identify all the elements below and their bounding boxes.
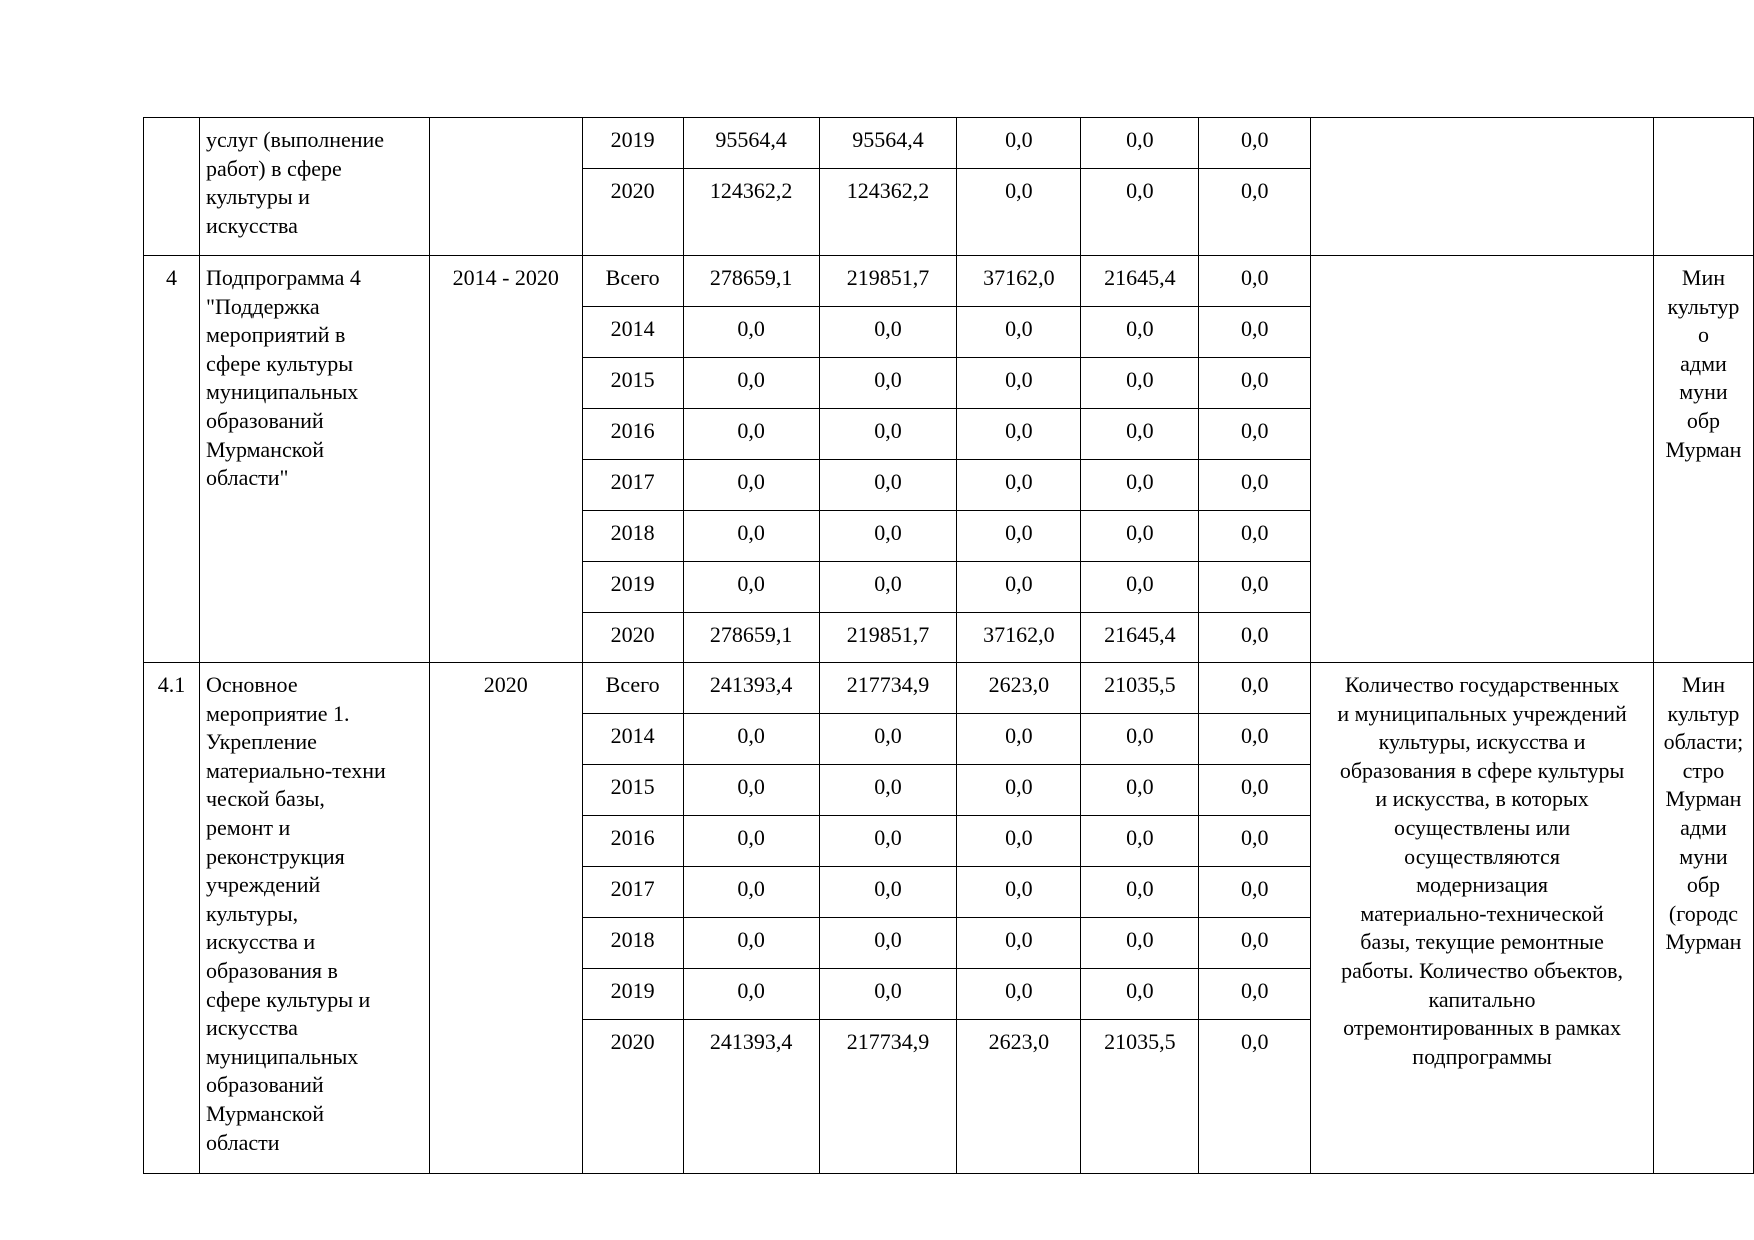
- indicator-cell-line: Количество государственных: [1344, 672, 1620, 697]
- indicator-cell-line: культуры, искусства и: [1378, 729, 1586, 755]
- year-cell: 2020: [582, 1020, 683, 1174]
- federal-budget-cell: 2623,0: [957, 1020, 1081, 1174]
- federal-budget-cell: 0,0: [957, 169, 1081, 256]
- description-cell-line: искусства: [205, 212, 298, 238]
- local-budget-cell: 21645,4: [1081, 613, 1199, 663]
- indicator-cell-line: и искусства, в которых: [1375, 786, 1589, 812]
- regional-budget-cell: 0,0: [819, 969, 957, 1020]
- regional-budget-cell: 0,0: [819, 307, 957, 358]
- indicator-cell-line: и муниципальных учреждений: [1337, 700, 1627, 726]
- local-budget-cell: 0,0: [1081, 867, 1199, 918]
- other-sources-cell: 0,0: [1199, 765, 1311, 816]
- executor-cell: [1653, 118, 1753, 256]
- regional-budget-cell: 0,0: [819, 816, 957, 867]
- federal-budget-cell: 0,0: [957, 358, 1081, 409]
- measure-title-line: Основное: [205, 672, 298, 697]
- other-sources-cell: 0,0: [1199, 816, 1311, 867]
- table-row: [144, 118, 1754, 169]
- year-cell: 2015: [582, 358, 683, 409]
- executor-cell-line: муни: [1679, 379, 1728, 405]
- other-sources-cell: 0,0: [1199, 969, 1311, 1020]
- local-budget-cell: 0,0: [1081, 714, 1199, 765]
- executor-cell-line: Мин: [1681, 672, 1726, 697]
- year-cell: 2020: [582, 169, 683, 256]
- federal-budget-cell: 0,0: [957, 118, 1081, 169]
- executor-cell-line: Мин: [1681, 265, 1726, 290]
- year-cell: 2017: [582, 460, 683, 511]
- measure-title-line: образования в: [205, 957, 338, 983]
- other-sources-cell: 0,0: [1199, 562, 1311, 613]
- year-cell: 2014: [582, 307, 683, 358]
- local-budget-cell: 0,0: [1081, 511, 1199, 562]
- total-cell: 278659,1: [683, 256, 819, 307]
- measure-title-line: реконструкция: [205, 843, 345, 869]
- table-row: [144, 663, 1754, 714]
- executor-cell-line: (городс: [1668, 900, 1739, 926]
- regional-budget-cell: 219851,7: [819, 256, 957, 307]
- regional-budget-cell: 0,0: [819, 918, 957, 969]
- measure-title-line: сфере культуры и: [205, 986, 371, 1012]
- federal-budget-cell: 0,0: [957, 562, 1081, 613]
- indicator-cell-line: материально-технической: [1360, 900, 1604, 926]
- period-cell: 2020: [429, 663, 582, 1174]
- total-cell: 0,0: [683, 358, 819, 409]
- total-cell: 0,0: [683, 460, 819, 511]
- total-cell: 0,0: [683, 511, 819, 562]
- local-budget-cell: 0,0: [1081, 169, 1199, 256]
- regional-budget-cell: 0,0: [819, 511, 957, 562]
- year-cell: 2014: [582, 714, 683, 765]
- regional-budget-cell: 219851,7: [819, 613, 957, 663]
- executor-cell-line: стро: [1682, 757, 1725, 783]
- regional-budget-cell: 0,0: [819, 867, 957, 918]
- regional-budget-cell: 95564,4: [819, 118, 957, 169]
- year-cell: 2017: [582, 867, 683, 918]
- row-number: 4: [144, 256, 200, 663]
- year-cell: 2019: [582, 969, 683, 1020]
- federal-budget-cell: 0,0: [957, 307, 1081, 358]
- measure-title-line: мероприятие 1.: [205, 700, 350, 726]
- subprogram-title-line: мероприятий в: [205, 322, 346, 348]
- measure-title: [199, 663, 429, 1174]
- federal-budget-cell: 0,0: [957, 816, 1081, 867]
- executor-cell-line: адми: [1680, 814, 1727, 840]
- other-sources-cell: 0,0: [1199, 409, 1311, 460]
- local-budget-cell: 0,0: [1081, 816, 1199, 867]
- other-sources-cell: 0,0: [1199, 613, 1311, 663]
- row-number: 4.1: [144, 663, 200, 1174]
- federal-budget-cell: 0,0: [957, 460, 1081, 511]
- local-budget-cell: 0,0: [1081, 118, 1199, 169]
- total-cell: 95564,4: [683, 118, 819, 169]
- executor-cell: [1653, 663, 1753, 1174]
- regional-budget-cell: 217734,9: [819, 663, 957, 714]
- subprogram-title-line: "Поддержка: [205, 293, 320, 319]
- other-sources-cell: 0,0: [1199, 663, 1311, 714]
- measure-title-line: учреждений: [205, 872, 321, 898]
- executor-cell-line: обр: [1686, 872, 1721, 898]
- executor-cell: [1653, 256, 1753, 663]
- regional-budget-cell: 124362,2: [819, 169, 957, 256]
- regional-budget-cell: 0,0: [819, 409, 957, 460]
- measure-title-line: Укрепление: [205, 729, 317, 755]
- other-sources-cell: 0,0: [1199, 118, 1311, 169]
- table-body: [144, 118, 1754, 1174]
- year-cell: 2015: [582, 765, 683, 816]
- subprogram-title-line: сфере культуры: [205, 350, 353, 376]
- total-cell: 0,0: [683, 562, 819, 613]
- year-cell: 2019: [582, 562, 683, 613]
- period-cell: [429, 118, 582, 256]
- indicator-cell-line: осуществлены или: [1394, 814, 1571, 840]
- total-cell: 241393,4: [683, 1020, 819, 1174]
- indicator-cell: [1311, 118, 1654, 256]
- indicator-cell-line: модернизация: [1416, 872, 1549, 898]
- program-table: [143, 117, 1754, 1174]
- subprogram-title-line: области": [205, 465, 289, 491]
- subprogram-title-line: Мурманской: [205, 436, 325, 462]
- other-sources-cell: 0,0: [1199, 918, 1311, 969]
- indicator-cell: [1311, 663, 1654, 1174]
- regional-budget-cell: 0,0: [819, 460, 957, 511]
- year-cell: 2018: [582, 511, 683, 562]
- executor-cell-line: обр: [1686, 407, 1721, 433]
- total-cell: 0,0: [683, 409, 819, 460]
- executor-cell-line: культур: [1667, 700, 1740, 726]
- local-budget-cell: 0,0: [1081, 409, 1199, 460]
- description-cell-line: работ) в сфере: [205, 155, 342, 181]
- federal-budget-cell: 0,0: [957, 409, 1081, 460]
- federal-budget-cell: 0,0: [957, 918, 1081, 969]
- subprogram-title: [199, 256, 429, 663]
- measure-title-line: искусства: [205, 1015, 298, 1041]
- regional-budget-cell: 0,0: [819, 714, 957, 765]
- total-cell: 278659,1: [683, 613, 819, 663]
- executor-cell-line: области;: [1663, 729, 1744, 755]
- year-cell: 2016: [582, 409, 683, 460]
- local-budget-cell: 0,0: [1081, 918, 1199, 969]
- other-sources-cell: 0,0: [1199, 714, 1311, 765]
- other-sources-cell: 0,0: [1199, 867, 1311, 918]
- subprogram-title-line: образований: [205, 407, 324, 433]
- total-cell: 0,0: [683, 918, 819, 969]
- year-cell: Всего: [582, 663, 683, 714]
- other-sources-cell: 0,0: [1199, 358, 1311, 409]
- measure-title-line: искусства и: [205, 929, 316, 955]
- regional-budget-cell: 0,0: [819, 765, 957, 816]
- executor-cell-line: культур: [1667, 293, 1740, 319]
- regional-budget-cell: 0,0: [819, 562, 957, 613]
- local-budget-cell: 21645,4: [1081, 256, 1199, 307]
- indicator-cell-line: осуществляются: [1404, 843, 1560, 869]
- indicator-cell-line: базы, текущие ремонтные: [1360, 929, 1604, 955]
- executor-cell-line: Мурман: [1665, 929, 1742, 955]
- local-budget-cell: 0,0: [1081, 969, 1199, 1020]
- indicator-cell-line: капитально: [1428, 986, 1536, 1012]
- executor-cell-line: Мурман: [1665, 786, 1742, 812]
- measure-title-line: ремонт и: [205, 814, 291, 840]
- federal-budget-cell: 0,0: [957, 765, 1081, 816]
- local-budget-cell: 21035,5: [1081, 663, 1199, 714]
- year-cell: Всего: [582, 256, 683, 307]
- other-sources-cell: 0,0: [1199, 307, 1311, 358]
- local-budget-cell: 0,0: [1081, 307, 1199, 358]
- total-cell: 0,0: [683, 714, 819, 765]
- measure-title-line: ческой базы,: [205, 786, 325, 812]
- local-budget-cell: 21035,5: [1081, 1020, 1199, 1174]
- executor-cell-line: муни: [1679, 843, 1728, 869]
- subprogram-title-line: муниципальных: [205, 379, 359, 405]
- regional-budget-cell: 0,0: [819, 358, 957, 409]
- other-sources-cell: 0,0: [1199, 256, 1311, 307]
- local-budget-cell: 0,0: [1081, 358, 1199, 409]
- measure-title-line: культуры,: [205, 900, 299, 926]
- federal-budget-cell: 0,0: [957, 969, 1081, 1020]
- regional-budget-cell: 217734,9: [819, 1020, 957, 1174]
- total-cell: 0,0: [683, 816, 819, 867]
- local-budget-cell: 0,0: [1081, 562, 1199, 613]
- indicator-cell-line: работы. Количество объектов,: [1341, 957, 1624, 983]
- executor-cell-line: адми: [1680, 350, 1727, 376]
- description-cell-line: услуг (выполнение: [205, 127, 385, 152]
- year-cell: 2018: [582, 918, 683, 969]
- federal-budget-cell: 0,0: [957, 714, 1081, 765]
- measure-title-line: материально-техни: [205, 757, 386, 783]
- federal-budget-cell: 0,0: [957, 511, 1081, 562]
- other-sources-cell: 0,0: [1199, 169, 1311, 256]
- local-budget-cell: 0,0: [1081, 765, 1199, 816]
- year-cell: 2016: [582, 816, 683, 867]
- year-cell: 2020: [582, 613, 683, 663]
- total-cell: 124362,2: [683, 169, 819, 256]
- other-sources-cell: 0,0: [1199, 511, 1311, 562]
- total-cell: 0,0: [683, 969, 819, 1020]
- indicator-cell-line: отремонтированных в рамках: [1343, 1015, 1621, 1041]
- indicator-cell-line: подпрограммы: [1412, 1043, 1552, 1069]
- total-cell: 0,0: [683, 867, 819, 918]
- table-row: [144, 256, 1754, 307]
- local-budget-cell: 0,0: [1081, 460, 1199, 511]
- total-cell: 241393,4: [683, 663, 819, 714]
- federal-budget-cell: 2623,0: [957, 663, 1081, 714]
- measure-title-line: области: [205, 1129, 280, 1155]
- measure-title-line: муниципальных: [205, 1043, 359, 1069]
- other-sources-cell: 0,0: [1199, 460, 1311, 511]
- indicator-cell-line: образования в сфере культуры: [1339, 757, 1625, 783]
- federal-budget-cell: 0,0: [957, 867, 1081, 918]
- total-cell: 0,0: [683, 307, 819, 358]
- description-cell-line: культуры и: [205, 184, 310, 210]
- other-sources-cell: 0,0: [1199, 1020, 1311, 1174]
- measure-title-line: образований: [205, 1072, 324, 1098]
- number-cell: [144, 118, 200, 256]
- year-cell: 2019: [582, 118, 683, 169]
- total-cell: 0,0: [683, 765, 819, 816]
- measure-title-line: Мурманской: [205, 1100, 325, 1126]
- indicator-cell: [1311, 256, 1654, 663]
- federal-budget-cell: 37162,0: [957, 256, 1081, 307]
- federal-budget-cell: 37162,0: [957, 613, 1081, 663]
- executor-cell-line: о: [1697, 322, 1709, 348]
- executor-cell-line: Мурман: [1665, 436, 1742, 462]
- subprogram-title-line: Подпрограмма 4: [205, 265, 361, 290]
- period-cell: 2014 - 2020: [429, 256, 582, 663]
- description-cell: [199, 118, 429, 256]
